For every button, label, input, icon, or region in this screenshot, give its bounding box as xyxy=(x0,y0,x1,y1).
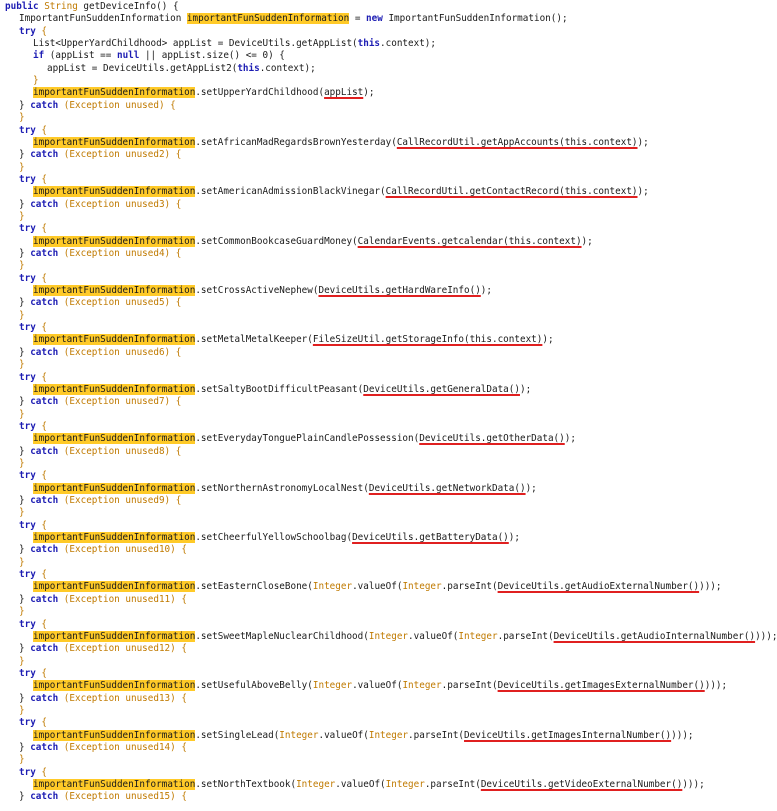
underlined-token: DeviceUtils.getNetworkData() xyxy=(368,482,526,494)
code-token: catch xyxy=(30,297,59,309)
code-line xyxy=(19,767,47,778)
code-line xyxy=(19,446,181,457)
code-token: try xyxy=(19,25,36,37)
code-token: || appList.size() <= 0) { xyxy=(139,50,285,62)
code-token: public xyxy=(5,1,39,12)
code-line xyxy=(19,742,187,753)
code-token: } xyxy=(19,791,31,803)
code-token: catch xyxy=(30,643,59,655)
code-token: (Exception unused9) { xyxy=(58,495,182,506)
code-line xyxy=(33,38,436,49)
code-token: .setEasternCloseBone( xyxy=(195,581,313,593)
code-line xyxy=(19,693,187,704)
code-token: } xyxy=(19,112,25,124)
code-line xyxy=(47,63,316,74)
code-token: try xyxy=(19,519,36,531)
code-token: .setUsefulAboveBelly( xyxy=(195,680,313,692)
code-token: (Exception unused13) { xyxy=(58,692,187,704)
code-token: } xyxy=(19,754,25,766)
code-token: Integer xyxy=(458,630,498,642)
highlighted-token: importantFunSuddenInformation xyxy=(33,779,196,791)
code-token: ); xyxy=(508,532,520,544)
code-token: catch xyxy=(30,396,59,408)
code-line xyxy=(19,594,187,605)
code-token: if xyxy=(33,50,45,62)
code-token: .setAmericanAdmissionBlackVinegar( xyxy=(195,186,386,198)
code-token: try xyxy=(19,618,36,630)
code-line xyxy=(19,223,47,234)
code-line xyxy=(33,236,593,247)
code-line xyxy=(19,149,181,160)
code-token: this xyxy=(237,62,260,74)
code-token: ); xyxy=(525,482,537,494)
code-token: .setNorthTextbook( xyxy=(195,779,297,791)
code-token: (Exception unused6) { xyxy=(58,346,182,358)
code-line xyxy=(33,532,520,543)
code-token: (Exception unused11) { xyxy=(58,593,187,605)
code-token: } xyxy=(19,704,25,716)
code-token: catch xyxy=(30,248,59,259)
code-token: } xyxy=(19,359,25,371)
code-token: } xyxy=(19,210,25,222)
underlined-token: CalendarEvents.getcalendar(this.context) xyxy=(357,235,582,247)
highlighted-token: importantFunSuddenInformation xyxy=(186,13,350,25)
code-token: } xyxy=(19,161,25,173)
code-token: } xyxy=(19,346,31,358)
highlighted-token: importantFunSuddenInformation xyxy=(33,433,196,445)
code-token: } xyxy=(19,742,31,753)
highlighted-token: importantFunSuddenInformation xyxy=(33,186,196,198)
code-token: (Exception unused2) { xyxy=(58,149,182,161)
code-token: ))); xyxy=(682,779,705,791)
code-token: ); xyxy=(564,433,576,445)
code-token: } xyxy=(19,544,31,556)
code-token: try xyxy=(19,766,36,778)
code-line xyxy=(19,199,181,210)
code-token: } xyxy=(19,260,25,272)
code-token: (Exception unused) { xyxy=(58,99,176,111)
code-line xyxy=(19,372,47,383)
code-line xyxy=(33,384,531,395)
code-token: ))); xyxy=(704,680,728,692)
code-token: } xyxy=(19,396,31,408)
code-line xyxy=(19,26,47,37)
code-line xyxy=(19,705,25,716)
code-token: try xyxy=(19,124,36,136)
code-token: } xyxy=(19,692,31,704)
code-token: try xyxy=(19,470,36,482)
code-token: } xyxy=(19,198,31,210)
code-token: { xyxy=(35,371,47,383)
code-token: } xyxy=(19,445,31,457)
code-line xyxy=(19,409,25,420)
code-token: { xyxy=(35,618,47,630)
code-token: this xyxy=(357,38,381,50)
code-line xyxy=(19,100,176,111)
code-line xyxy=(5,1,179,12)
highlighted-token: importantFunSuddenInformation xyxy=(33,680,196,692)
code-line xyxy=(19,791,187,802)
code-token: ))); xyxy=(755,630,777,642)
code-line xyxy=(19,310,25,321)
code-line xyxy=(19,569,47,580)
code-token: { xyxy=(35,124,47,136)
underlined-token: DeviceUtils.getBatteryData() xyxy=(352,532,509,544)
code-token: } xyxy=(19,457,25,469)
highlighted-token: importantFunSuddenInformation xyxy=(33,285,196,297)
code-token: catch xyxy=(30,149,59,161)
code-token: (Exception unused14) { xyxy=(58,742,187,753)
code-line xyxy=(33,581,722,592)
code-token: } xyxy=(19,99,31,111)
code-token: (Exception unused7) { xyxy=(58,396,182,408)
code-token: } xyxy=(19,556,25,568)
code-line xyxy=(19,13,568,24)
highlighted-token: importantFunSuddenInformation xyxy=(33,136,196,148)
code-token: catch xyxy=(30,742,59,753)
code-token: .parseInt( xyxy=(441,680,498,692)
code-token: (Exception unused3) { xyxy=(58,198,182,210)
code-token: } xyxy=(19,593,31,605)
code-token: ))); xyxy=(699,581,722,593)
code-token: try xyxy=(19,272,36,284)
code-token: .setMetalMetalKeeper( xyxy=(195,334,313,346)
highlighted-token: importantFunSuddenInformation xyxy=(33,581,196,593)
code-line xyxy=(19,248,181,259)
underlined-token: DeviceUtils.getHardWareInfo() xyxy=(318,285,481,297)
code-token: } xyxy=(19,408,25,420)
code-line xyxy=(19,619,47,630)
code-token: .valueOf( xyxy=(335,779,386,791)
highlighted-token: importantFunSuddenInformation xyxy=(33,532,196,544)
code-line xyxy=(19,754,25,765)
code-token: .setCheerfulYellowSchoolbag( xyxy=(195,532,353,544)
code-token: .parseInt( xyxy=(441,581,498,593)
code-line xyxy=(33,186,649,197)
code-token: ImportantFunSuddenInformation xyxy=(19,13,187,25)
highlighted-token: importantFunSuddenInformation xyxy=(33,235,196,247)
code-token: .setSweetMapleNuclearChildhood( xyxy=(195,630,369,642)
underlined-token: CallRecordUtil.getAppAccounts(this.context) xyxy=(396,136,638,148)
code-token: (Exception unused10) { xyxy=(58,544,187,556)
code-token: } xyxy=(19,643,31,655)
code-token: (appList == xyxy=(44,50,117,62)
highlighted-token: importantFunSuddenInformation xyxy=(33,482,196,494)
code-token: ImportantFunSuddenInformation(); xyxy=(382,13,568,25)
code-token: catch xyxy=(30,99,59,111)
code-token: catch xyxy=(30,593,59,605)
code-token: Integer xyxy=(402,581,442,593)
code-token: } xyxy=(19,606,25,618)
code-line xyxy=(19,273,47,284)
code-token: Integer xyxy=(368,729,409,741)
code-line xyxy=(19,174,47,185)
code-token: try xyxy=(19,322,36,334)
code-line xyxy=(19,347,181,358)
underlined-token: DeviceUtils.getGeneralData() xyxy=(363,383,520,395)
code-token: { xyxy=(35,173,47,185)
code-line xyxy=(19,359,25,370)
code-token: ); xyxy=(519,383,532,395)
code-token: Integer xyxy=(312,680,353,692)
code-token: Integer xyxy=(279,729,319,741)
code-line xyxy=(33,779,705,790)
underlined-token: DeviceUtils.getOtherData() xyxy=(419,433,565,445)
code-token: } xyxy=(19,149,31,161)
code-token: { xyxy=(35,667,47,679)
code-line xyxy=(33,334,554,345)
code-token: try xyxy=(19,173,36,185)
underlined-token: DeviceUtils.getImagesInternalNumber() xyxy=(464,729,672,741)
code-token: } xyxy=(33,75,39,87)
code-token: } xyxy=(19,297,31,309)
code-token: { xyxy=(35,470,47,482)
code-token: ))); xyxy=(671,729,694,741)
code-line xyxy=(33,137,649,148)
code-line xyxy=(19,656,25,667)
code-line xyxy=(33,87,374,98)
code-token: String xyxy=(44,1,78,12)
code-token: List<UpperYardChildhood> appList = DeviceUtils.getAppList( xyxy=(33,38,358,50)
code-token: catch xyxy=(30,198,59,210)
code-token: .parseInt( xyxy=(424,779,481,791)
code-line xyxy=(33,483,537,494)
code-line xyxy=(19,470,47,481)
code-token: .setNorthernAstronomyLocalNest( xyxy=(195,482,369,494)
code-token: Integer xyxy=(402,680,442,692)
code-line xyxy=(19,211,25,222)
code-token: { xyxy=(35,569,47,581)
code-line xyxy=(19,557,25,568)
underlined-token: FileSizeUtil.getStorageInfo(this.context) xyxy=(312,334,543,346)
underlined-token: appList xyxy=(324,87,364,99)
code-token: } xyxy=(19,507,25,519)
code-token: null xyxy=(116,50,140,62)
code-line xyxy=(19,606,25,617)
code-line xyxy=(19,297,181,308)
code-line xyxy=(19,507,25,518)
code-token: ); xyxy=(480,285,492,297)
code-token: { xyxy=(35,420,47,432)
code-token: (Exception unused5) { xyxy=(58,297,182,309)
code-token: .valueOf( xyxy=(318,729,369,741)
code-line xyxy=(19,495,181,506)
code-line xyxy=(33,285,492,296)
code-token: .setSaltyBootDifficultPeasant( xyxy=(195,383,364,395)
code-token: } xyxy=(19,248,31,259)
code-line xyxy=(33,680,727,691)
code-token: { xyxy=(35,272,47,284)
code-token: ); xyxy=(581,235,593,247)
code-line xyxy=(33,631,777,642)
code-token: { xyxy=(35,519,47,531)
code-token: try xyxy=(19,717,36,729)
code-token: ); xyxy=(542,334,554,346)
code-token: { xyxy=(35,322,47,334)
code-token: Integer xyxy=(296,779,336,791)
code-line xyxy=(33,730,694,741)
code-token: ); xyxy=(363,87,375,99)
code-line xyxy=(19,396,181,407)
code-token: .context); xyxy=(380,38,437,50)
highlighted-token: importantFunSuddenInformation xyxy=(33,334,196,346)
code-line xyxy=(19,260,25,271)
code-token: (Exception unused12) { xyxy=(58,643,187,655)
code-line xyxy=(19,162,25,173)
code-token: (Exception unused4) { xyxy=(58,248,182,259)
code-line xyxy=(19,717,47,728)
code-token: .setEverydayTonguePlainCandlePossession( xyxy=(195,433,420,445)
code-token: } xyxy=(19,495,31,506)
highlighted-token: importantFunSuddenInformation xyxy=(33,87,196,99)
code-line xyxy=(33,50,285,61)
underlined-token: DeviceUtils.getVideoExternalNumber() xyxy=(480,779,683,791)
code-token: Integer xyxy=(368,630,409,642)
code-line xyxy=(19,544,187,555)
code-token: try xyxy=(19,667,36,679)
code-token: catch xyxy=(30,445,59,457)
code-line xyxy=(19,668,47,679)
highlighted-token: importantFunSuddenInformation xyxy=(33,383,196,395)
code-token: catch xyxy=(30,692,59,704)
code-token: { xyxy=(35,717,47,729)
code-token: { xyxy=(35,766,47,778)
code-token: .setSingleLead( xyxy=(195,729,280,741)
highlighted-token: importantFunSuddenInformation xyxy=(33,729,196,741)
code-token: getDeviceInfo() { xyxy=(77,1,179,12)
code-token: .setUpperYardChildhood( xyxy=(195,87,325,99)
code-token: .setCrossActiveNephew( xyxy=(195,285,319,297)
code-token: catch xyxy=(30,791,59,803)
code-line xyxy=(19,421,47,432)
code-token: catch xyxy=(30,346,59,358)
code-token: Integer xyxy=(312,581,353,593)
code-token: { xyxy=(35,25,47,37)
code-token: catch xyxy=(30,544,59,556)
code-token: { xyxy=(35,223,47,235)
code-token: } xyxy=(19,655,25,667)
code-token: try xyxy=(19,420,36,432)
code-token: (Exception unused8) { xyxy=(58,445,182,457)
code-token: .setCommonBookcaseGuardMoney( xyxy=(195,235,358,247)
code-token: (Exception unused15) { xyxy=(58,791,187,803)
code-line xyxy=(33,75,39,86)
underlined-token: DeviceUtils.getAudioInternalNumber() xyxy=(553,630,756,642)
underlined-token: DeviceUtils.getAudioExternalNumber() xyxy=(497,581,700,593)
code-token: try xyxy=(19,569,36,581)
code-line xyxy=(19,643,187,654)
code-token: .setAfricanMadRegardsBrownYesterday( xyxy=(195,136,397,148)
code-line xyxy=(19,520,47,531)
highlighted-token: importantFunSuddenInformation xyxy=(33,630,196,642)
code-token: .parseInt( xyxy=(408,729,465,741)
code-token: ); xyxy=(637,186,649,198)
code-token: .parseInt( xyxy=(497,630,554,642)
code-line xyxy=(33,433,576,444)
code-line xyxy=(19,112,25,123)
code-line xyxy=(19,125,47,136)
code-token: try xyxy=(19,371,36,383)
code-token: ); xyxy=(637,136,649,148)
underlined-token: CallRecordUtil.getContactRecord(this.context) xyxy=(385,186,638,198)
code-token: new xyxy=(366,13,383,25)
code-token: appList = DeviceUtils.getAppList2( xyxy=(47,62,238,74)
code-line xyxy=(19,322,47,333)
code-token: = xyxy=(349,13,367,25)
code-token: .valueOf( xyxy=(352,680,403,692)
code-token: } xyxy=(19,309,25,321)
code-token: .context); xyxy=(259,62,316,74)
underlined-token: DeviceUtils.getImagesExternalNumber() xyxy=(497,680,705,692)
code-token: .valueOf( xyxy=(408,630,459,642)
code-token: try xyxy=(19,223,36,235)
code-token: .valueOf( xyxy=(352,581,403,593)
code-line xyxy=(19,458,25,469)
code-token: catch xyxy=(30,495,59,506)
code-token: Integer xyxy=(385,779,425,791)
